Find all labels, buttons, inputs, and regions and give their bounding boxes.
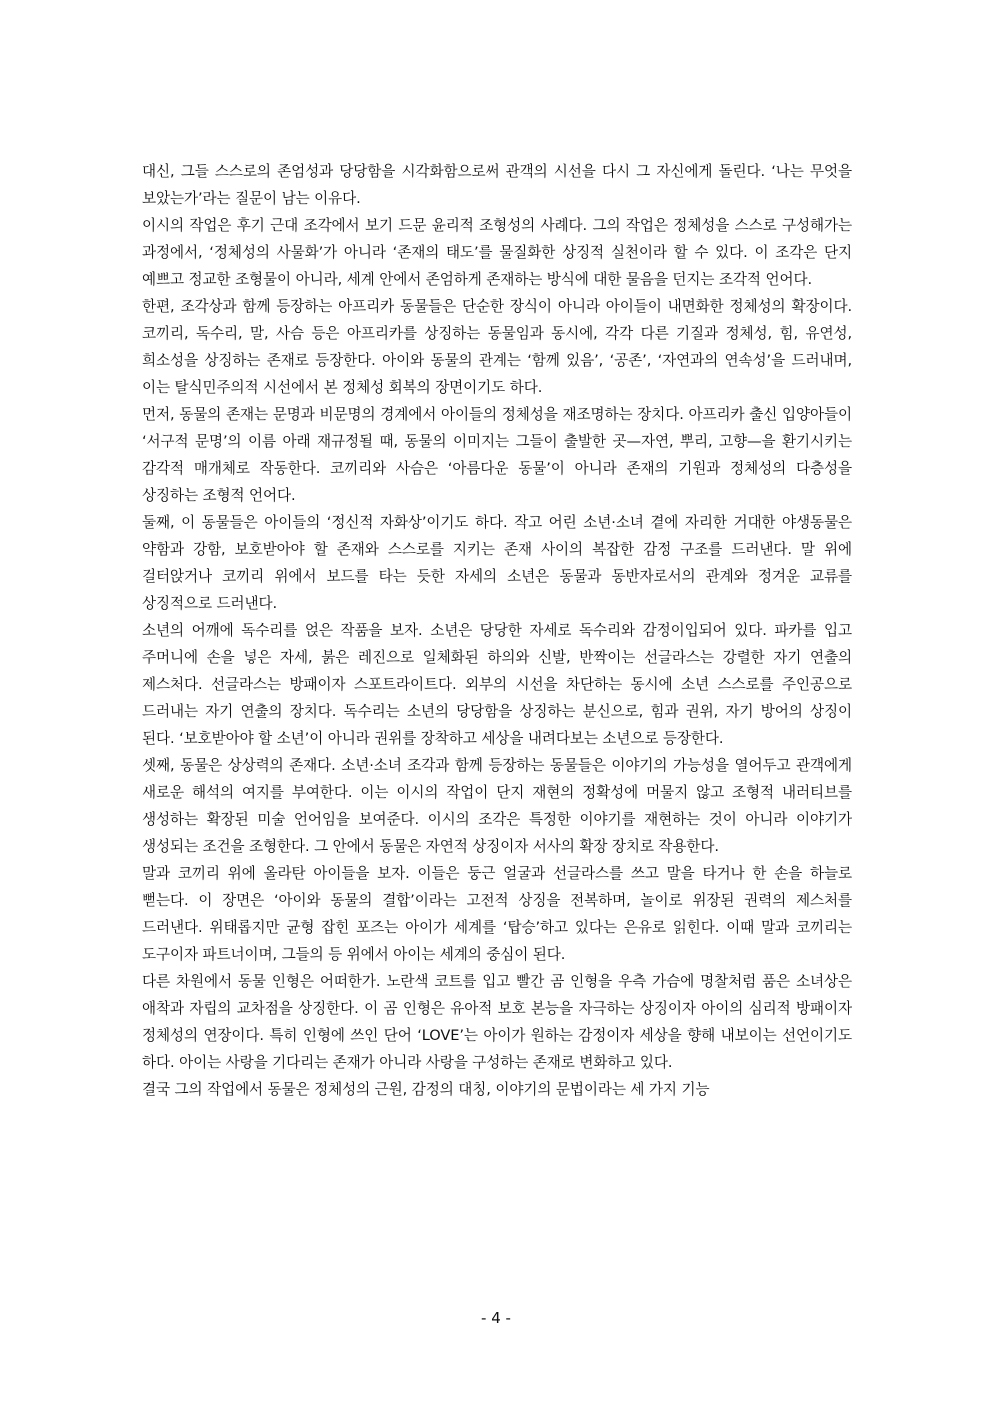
paragraph: 셋째, 동물은 상상력의 존재다. 소년·소녀 조각과 함께 등장하는 동물들은 이야기의 가능성을 열어두고 관객에게 새로운 해석의 여지를 부여한다. 이는 이시의 작업이 단지 재현의 정확성에 머물지 않고 조형적 내러티브를 생성하는 확장된 미술 언어임을 보여준다. 이시의 조각은 특정한 이야기를 재현하는 것이 아니라 이야기가 생성되는 조건을 조형한다. 그 안에서 동물은 자연적 상징이자 서사의 확장 장치로 작용한다. xyxy=(142,757,852,855)
paragraph: 결국 그의 작업에서 동물은 정체성의 근원, 감정의 대칭, 이야기의 문법이라는 세 가지 기능 xyxy=(142,1081,710,1098)
paragraph: 다른 차원에서 동물 인형은 어떠한가. 노란색 코트를 입고 빨간 곰 인형을 우측 가슴에 명찰처럼 품은 소녀상은 애착과 자립의 교차점을 상징한다. 이 곰 인형은 유아적 보호 본능을 자극하는 상징이자 아이의 심리적 방패이자 정체성의 연장이다. 특히 인형에 쓰인 단어 ‘LOVE’는 아이가 원하는 감정이자 세상을 향해 내보이는 선언이기도 하다. 아이는 사랑을 기다리는 존재가 아니라 사랑을 구성하는 존재로 변화하고 있다. xyxy=(142,973,852,1071)
paragraph: 먼저, 동물의 존재는 문명과 비문명의 경계에서 아이들의 정체성을 재조명하는 장치다. 아프리카 출신 입양아들이 ‘서구적 문명’의 이름 아래 재규정될 때, 동물의 이미지는 그들이 출발한 곳—자연, 뿌리, 고향—을 환기시키는 감각적 매개체로 작동한다. 코끼리와 사슴은 ‘아름다운 동물’이 아니라 존재의 기원과 정체성의 다층성을 상징하는 조형적 언어다. xyxy=(142,406,852,504)
paragraph: 한편, 조각상과 함께 등장하는 아프리카 동물들은 단순한 장식이 아니라 아이들이 내면화한 정체성의 확장이다. 코끼리, 독수리, 말, 사슴 등은 아프리카를 상징하는 동물임과 동시에, 각각 다른 기질과 정체성, 힘, 유연성, 희소성을 상징하는 존재로 등장한다. 아이와 동물의 관계는 ‘함께 있음’, ‘공존’, ‘자연과의 연속성’을 드러내며, 이는 탈식민주의적 시선에서 본 정체성 회복의 장면이기도 하다. xyxy=(142,298,852,396)
page-number: - 4 - xyxy=(481,1309,511,1327)
paragraph: 이시의 작업은 후기 근대 조각에서 보기 드문 윤리적 조형성의 사례다. 그의 작업은 정체성을 스스로 구성해가는 과정에서, ‘정체성의 사물화’가 아니라 ‘존재의 태도’를 물질화한 상징적 실천이라 할 수 있다. 이 조각은 단지 예쁘고 정교한 조형물이 아니라, 세계 안에서 존엄하게 존재하는 방식에 대한 물음을 던지는 조각적 언어다. xyxy=(142,217,852,288)
paragraph: 대신, 그들 스스로의 존엄성과 당당함을 시각화함으로써 관객의 시선을 다시 그 자신에게 돌린다. ‘나는 무엇을 보았는가’라는 질문이 남는 이유다. xyxy=(142,163,852,207)
page-body xyxy=(142,158,852,1103)
paragraph: 둘째, 이 동물들은 아이들의 ‘정신적 자화상’이기도 하다. 작고 어린 소년·소녀 곁에 자리한 거대한 야생동물은 약함과 강함, 보호받아야 할 존재와 스스로를 지키는 존재 사이의 복잡한 감정 구조를 드러낸다. 말 위에 걸터앉거나 코끼리 위에서 보드를 타는 듯한 자세의 소년은 동물과 동반자로서의 관계와 정겨운 교류를 상징적으로 드러낸다. xyxy=(142,514,852,612)
paragraph: 말과 코끼리 위에 올라탄 아이들을 보자. 이들은 둥근 얼굴과 선글라스를 쓰고 말을 타거나 한 손을 하늘로 뻗는다. 이 장면은 ‘아이와 동물의 결합’이라는 고전적 상징을 전복하며, 놀이로 위장된 권력의 제스처를 드러낸다. 위태롭지만 균형 잡힌 포즈는 아이가 세계를 ‘탑승’하고 있다는 은유로 읽힌다. 이때 말과 코끼리는 도구이자 파트너이며, 그들의 등 위에서 아이는 세계의 중심이 된다. xyxy=(142,865,852,963)
paragraph: 소년의 어깨에 독수리를 얹은 작품을 보자. 소년은 당당한 자세로 독수리와 감정이입되어 있다. 파카를 입고 주머니에 손을 넣은 자세, 붉은 레진으로 일체화된 하의와 신발, 반짝이는 선글라스는 강렬한 자기 연출의 제스처다. 선글라스는 방패이자 스포트라이트다. 외부의 시선을 차단하는 동시에 소년 스스로를 주인공으로 드러내는 자기 연출의 장치다. 독수리는 소년의 당당함을 상징하는 분신으로, 힘과 권위, 자기 방어의 상징이 된다. ‘보호받아야 할 소년’이 아니라 권위를 장착하고 세상을 내려다보는 소년으로 등장한다. xyxy=(142,622,852,747)
